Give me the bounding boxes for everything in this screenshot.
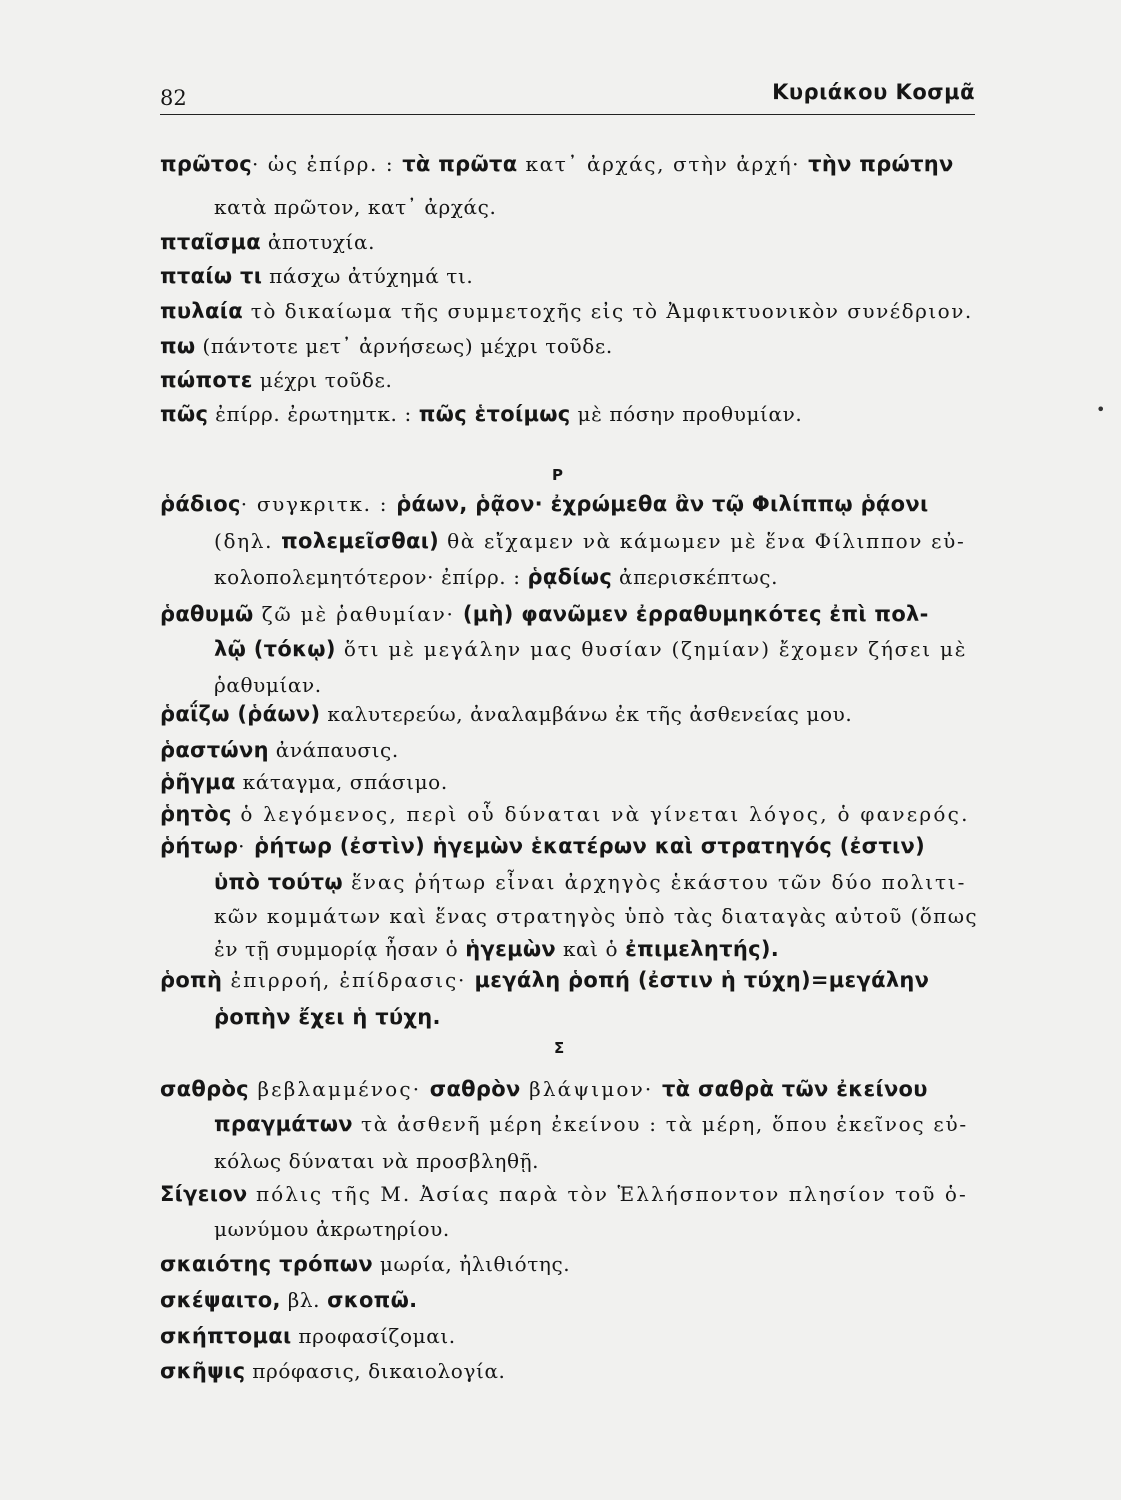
text-line [160,262,473,290]
definition-text: (πάντοτε μετ᾽ ἀρνήσεως) μέχρι τοῦδε. [195,334,613,358]
definition-text: ἐπιρροή, ἐπίδρασις· [222,968,475,992]
headword: σκαιότης τρόπων [160,1252,373,1276]
headword: σαθρὸς [160,1077,249,1101]
definition-text: τὸ δικαίωμα τῆς συμμετοχῆς εἰς τὸ Ἀμφικτυονικὸν συνέδριον. [242,299,973,323]
headword: πώποτε [160,368,253,392]
headword: τὴν πρώτην [808,152,954,176]
headword: ἐπιμελητής). [625,937,779,961]
headword: σκέψαιτο, [160,1288,281,1312]
headword: ῥάδιος [160,492,241,516]
definition-text: κῶν κομμάτων καὶ ἕνας στρατηγὸς ὑπὸ τὰς διαταγὰς αὐτοῦ (ὅπως [214,904,978,928]
headword: ῥαθυμῶ [160,602,254,626]
headword: ῥοπὴ [160,968,223,992]
headword: ῥαΐζω (ῥάων) [160,702,321,726]
headword: πῶς ἑτοίμως [418,402,571,426]
text-line [214,902,978,930]
headword: πρῶτος [160,152,252,176]
headword: λῷ (τόκῳ) [214,637,336,661]
headword: ῥάων, ῥᾷον· ἐχρώμεθα ἂν τῷ Φιλίππῳ ῥᾴονι [396,492,929,516]
definition-text: πόλις τῆς Μ. Ἀσίας παρὰ τὸν Ἑλλήσποντον πλησίον τοῦ ὁ- [247,1182,968,1206]
headword: ῥῆγμα [160,770,236,794]
text-line [214,1147,539,1175]
definition-text: πάσχω ἀτύχημά τι. [262,264,474,288]
headword: σκοπῶ. [327,1288,418,1312]
definition-text: κατὰ πρῶτον, κατ᾽ ἀρχάς. [214,195,497,219]
text-line [214,1110,968,1138]
definition-text: μωρία, ἠλιθιότης. [372,1252,571,1276]
definition-text: ἀπερισκέπτως. [612,565,779,589]
definition-text: προφασίζομαι. [291,1324,456,1348]
definition-text: ἐν τῇ συμμορίᾳ ἦσαν ὁ [214,937,466,961]
definition-text: · [238,834,254,858]
text-line [160,1180,968,1208]
definition-text: θὰ εἴχαμεν νὰ κάμωμεν μὲ ἕνα Φίλιππον εὐ- [439,529,966,553]
text-line [214,1003,441,1031]
definition-text: βλ. [280,1288,328,1312]
headword: πολεμεῖσθαι) [281,529,440,553]
headword: πω [160,334,196,358]
definition-text: (δηλ. [214,529,282,553]
headword: ὑπὸ τούτῳ [214,870,343,894]
text-line [160,600,929,628]
definition-text: κάταγμα, σπάσιμο. [235,770,448,794]
definition-text: τὰ ἀσθενῆ μέρη ἐκείνου : τὰ μέρη, ὅπου ἐκεῖνος εὐ- [352,1112,968,1136]
headword: ῥήτωρ (ἐστὶν) ἡγεμὼν ἑκατέρων καὶ στρατηγός (ἐστιν) [253,834,926,858]
text-line [160,700,852,728]
text-line [214,635,967,663]
definition-text: κόλως δύναται νὰ προσβληθῇ. [214,1149,540,1173]
definition-text: βλάψιμον· [520,1077,662,1101]
headword: ἡγεμὼν [465,937,556,961]
definition-text: μέχρι τοῦδε. [252,368,393,392]
headword: ῥητὸς [160,802,232,826]
definition-text: · ὡς ἐπίρρ. : [251,152,403,176]
text-line [160,800,970,828]
text-line [214,868,966,896]
definition-text: ἕνας ῥήτωρ εἶναι ἀρχηγὸς ἑκάστου τῶν δύο πολιτι- [342,870,967,894]
text-line [214,563,778,591]
headword: σκήπτομαι [160,1324,292,1348]
definition-text: καλυτερεύω, ἀναλαμβάνω ἐκ τῆς ἀσθενείας μου. [320,702,853,726]
header-rule [160,114,975,115]
definition-text: ἀνάπαυσις. [268,738,399,762]
text-line [160,400,802,428]
text-line [160,1357,506,1385]
headword: ῥᾳδίως [527,565,613,589]
text-line [160,150,954,178]
section-letter-sigma: Σ [554,1039,565,1057]
text-line [214,193,496,221]
text-line [160,297,973,325]
definition-text: ὅτι μὲ μεγάλην μας θυσίαν (ζημίαν) ἔχομεν ζήσει μὲ [335,637,968,661]
headword: Σίγειον [160,1182,248,1206]
definition-text: ἐπίρρ. ἐρωτημτκ. : [208,402,419,426]
text-line [160,1075,928,1103]
definition-text: καὶ ὁ [555,937,626,961]
definition-text: ζῶ μὲ ῥαθυμίαν· [253,602,463,626]
headword: πυλαία [160,299,243,323]
definition-text: κατ᾽ ἀρχάς, στὴν ἀρχή· [517,152,809,176]
headword: πταῖσμα [160,230,261,254]
definition-text: ῥαθυμίαν. [214,673,322,697]
page-number: 82 [160,86,187,110]
headword: ῥοπὴν ἔχει ἡ τύχη. [214,1005,441,1029]
headword: μεγάλη ῥοπή (ἐστιν ἡ τύχη)=μεγάλην [474,968,930,992]
text-line [160,832,925,860]
text-line [160,1286,417,1314]
headword: πῶς [160,402,209,426]
text-line [160,228,375,256]
headword: πταίω τι [160,264,263,288]
definition-text: πρόφασις, δικαιολογία. [245,1359,506,1383]
text-line [160,366,392,394]
headword: (μὴ) φανῶμεν ἐρραθυμηκότες ἐπὶ πολ- [462,602,929,626]
headword: σαθρὸν [429,1077,521,1101]
headword: πραγμάτων [214,1112,353,1136]
text-line [160,490,928,518]
definition-text: μὲ πόσην προθυμίαν. [570,402,803,426]
headword: τὰ σαθρὰ τῶν ἐκείνου [661,1077,928,1101]
margin-mark: • [1096,400,1106,419]
headword: ῥαστώνη [160,738,269,762]
text-line [214,527,965,555]
headword: σκῆψις [160,1359,246,1383]
definition-text: · συγκριτκ. : [240,492,397,516]
text-line [214,671,322,699]
text-line [214,935,779,963]
text-line [214,1215,450,1243]
text-line [160,768,448,796]
definition-text: κολοπολεμητότερον· ἐπίρρ. : [214,565,528,589]
text-line [160,332,613,360]
text-line [160,1322,456,1350]
definition-text: βεβλαμμένος· [248,1077,430,1101]
running-title: Κυριάκου Κοσμᾶ [772,80,975,104]
definition-text: ὁ λεγόμενος, περὶ οὗ δύναται νὰ γίνεται λόγος, ὁ φανερός. [231,802,970,826]
definition-text: μωνύμου ἀκρωτηρίου. [214,1217,450,1241]
section-letter-rho: Ρ [552,466,563,484]
definition-text: ἀποτυχία. [260,230,376,254]
headword: τὰ πρῶτα [402,152,518,176]
text-line [160,966,929,994]
text-line [160,1250,570,1278]
text-line [160,736,399,764]
headword: ῥήτωρ [160,834,239,858]
